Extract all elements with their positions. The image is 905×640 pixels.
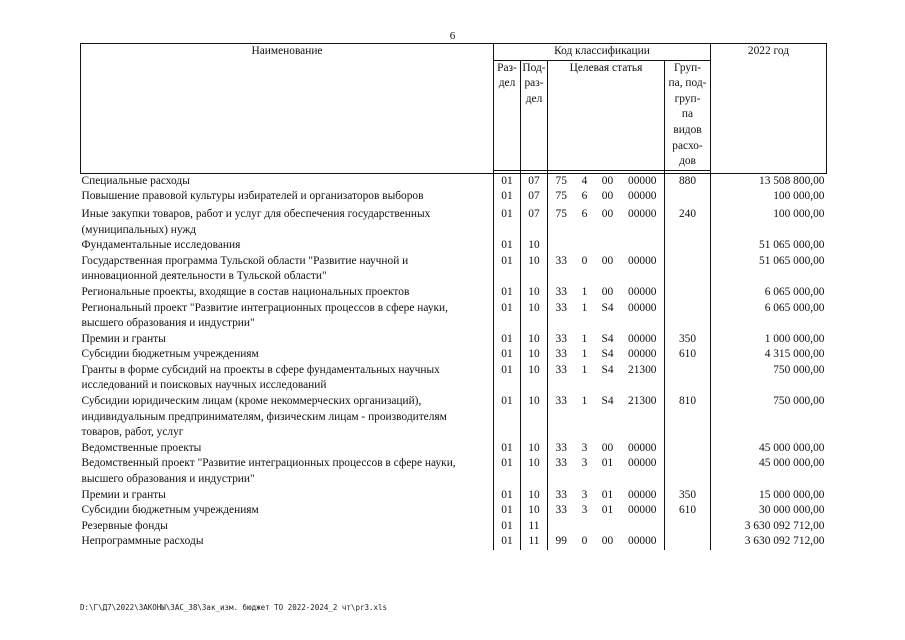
row-target-program: 33 bbox=[548, 285, 575, 301]
row-name: Региональные проекты, входящие в состав национальных проектов bbox=[81, 285, 410, 298]
row-target-event: 00 bbox=[601, 190, 614, 203]
row-amount: 1 000 000,00 bbox=[711, 332, 827, 348]
row-target-direction: 00000 bbox=[628, 488, 657, 501]
row-target-direction bbox=[621, 519, 665, 535]
row-razdel: 01 bbox=[494, 301, 521, 332]
row-target-subprogram: 1 bbox=[581, 363, 588, 376]
row-vid bbox=[665, 301, 711, 332]
header-tselevaya: Целевая статья bbox=[548, 60, 665, 170]
row-podrazdel: 10 bbox=[521, 332, 548, 348]
footer-file-path: D:\Г\Д7\2022\ЗАКОНЫ\ЗАС_38\Зак_изм. бюджет ТО 2022-2024_2 чт\pr3.xls bbox=[80, 603, 388, 612]
row-target-program bbox=[548, 519, 575, 535]
row-target-subprogram: 3 bbox=[581, 488, 588, 501]
row-target-subprogram: 3 bbox=[581, 441, 588, 454]
row-target-program: 33 bbox=[548, 301, 575, 332]
row-target-direction bbox=[621, 238, 665, 254]
row-target-event bbox=[595, 519, 621, 535]
row-podrazdel: 10 bbox=[521, 488, 548, 504]
row-target-program: 33 bbox=[548, 503, 575, 519]
row-name: Резервные фонды bbox=[81, 519, 168, 532]
row-vid bbox=[665, 534, 711, 550]
row-name: Ведомственный проект "Развитие интеграционных процессов в сфере науки, высшего образования и индустрии" bbox=[81, 457, 456, 486]
row-vid: 810 bbox=[665, 394, 711, 441]
row-amount: 3 630 092 712,00 bbox=[711, 534, 827, 550]
row-razdel: 01 bbox=[494, 285, 521, 301]
row-target-direction: 00000 bbox=[628, 190, 657, 203]
row-name: Ведомственные проекты bbox=[81, 441, 202, 454]
row-amount: 4 315 000,00 bbox=[711, 347, 827, 363]
row-amount: 51 065 000,00 bbox=[711, 254, 827, 285]
table-row bbox=[81, 441, 827, 457]
row-razdel: 01 bbox=[494, 519, 521, 535]
row-podrazdel: 10 bbox=[521, 301, 548, 332]
row-podrazdel: 10 bbox=[521, 394, 548, 441]
row-razdel: 01 bbox=[494, 503, 521, 519]
row-target-event: 00 bbox=[601, 174, 614, 187]
row-target-subprogram: 1 bbox=[581, 301, 588, 314]
row-amount: 750 000,00 bbox=[711, 394, 827, 441]
row-target-program: 33 bbox=[548, 488, 575, 504]
row-target-program: 33 bbox=[548, 441, 575, 457]
row-vid bbox=[665, 189, 711, 205]
row-name: Субсидии бюджетным учреждениям bbox=[81, 348, 259, 361]
row-name: Специальные расходы bbox=[81, 174, 190, 187]
row-razdel: 01 bbox=[494, 332, 521, 348]
row-target-subprogram: 3 bbox=[581, 457, 588, 470]
row-podrazdel: 10 bbox=[521, 285, 548, 301]
row-target-subprogram: 1 bbox=[581, 395, 588, 408]
row-target-event: S4 bbox=[601, 301, 614, 314]
row-amount: 51 065 000,00 bbox=[711, 238, 827, 254]
row-vid: 880 bbox=[665, 173, 711, 189]
row-podrazdel: 07 bbox=[521, 173, 548, 189]
table-row bbox=[81, 534, 827, 550]
row-vid: 240 bbox=[665, 205, 711, 238]
row-target-subprogram: 4 bbox=[581, 174, 588, 187]
header-vid: Груп- па, под- груп- па видов расхо- дов bbox=[665, 60, 711, 170]
row-target-direction: 00000 bbox=[628, 457, 657, 470]
row-target-subprogram: 6 bbox=[581, 190, 588, 203]
row-amount: 45 000 000,00 bbox=[711, 441, 827, 457]
row-target-event: S4 bbox=[601, 348, 614, 361]
row-razdel: 01 bbox=[494, 189, 521, 205]
row-amount: 13 508 800,00 bbox=[711, 173, 827, 189]
row-target-subprogram: 3 bbox=[581, 504, 588, 517]
row-target-direction: 00000 bbox=[628, 348, 657, 361]
row-target-event: 01 bbox=[601, 488, 614, 501]
header-code-group: Код классификации bbox=[494, 44, 711, 61]
row-target-event: 00 bbox=[601, 535, 614, 548]
row-amount: 15 000 000,00 bbox=[711, 488, 827, 504]
row-podrazdel: 10 bbox=[521, 254, 548, 285]
row-razdel: 01 bbox=[494, 441, 521, 457]
row-podrazdel: 10 bbox=[521, 238, 548, 254]
row-podrazdel: 07 bbox=[521, 205, 548, 238]
row-target-event: S4 bbox=[601, 363, 614, 376]
row-podrazdel: 11 bbox=[521, 519, 548, 535]
row-target-direction: 21300 bbox=[628, 395, 657, 408]
table-row bbox=[81, 363, 827, 394]
row-target-direction: 00000 bbox=[628, 332, 657, 345]
header-razdel: Раз- дел bbox=[494, 60, 521, 170]
row-vid bbox=[665, 363, 711, 394]
header-year: 2022 год bbox=[711, 44, 827, 174]
row-target-program bbox=[548, 238, 575, 254]
row-name: Гранты в форме субсидий на проекты в сфере фундаментальных научных исследований и поисковых научных исследований bbox=[81, 363, 440, 392]
row-target-event: 00 bbox=[601, 207, 614, 220]
row-target-direction: 00000 bbox=[628, 285, 657, 298]
table-body bbox=[81, 173, 827, 550]
row-podrazdel: 10 bbox=[521, 503, 548, 519]
row-name: Государственная программа Тульской области "Развитие научной и инновационной деятельности в Тульской области" bbox=[81, 254, 409, 283]
row-razdel: 01 bbox=[494, 488, 521, 504]
row-vid bbox=[665, 238, 711, 254]
row-target-subprogram bbox=[575, 519, 595, 535]
table-row bbox=[81, 254, 827, 285]
row-amount: 100 000,00 bbox=[711, 205, 827, 238]
header-name: Наименование bbox=[81, 44, 494, 174]
row-target-event: 00 bbox=[601, 254, 614, 267]
row-target-event: 01 bbox=[601, 457, 614, 470]
row-name: Иные закупки товаров, работ и услуг для обеспечения государственных (муниципальных) нужд bbox=[81, 207, 431, 236]
row-target-direction: 00000 bbox=[628, 174, 657, 187]
row-razdel: 01 bbox=[494, 394, 521, 441]
table-row bbox=[81, 347, 827, 363]
row-razdel: 01 bbox=[494, 363, 521, 394]
row-vid bbox=[665, 519, 711, 535]
row-amount: 100 000,00 bbox=[711, 189, 827, 205]
row-name: Субсидии бюджетным учреждениям bbox=[81, 504, 259, 517]
row-amount: 3 630 092 712,00 bbox=[711, 519, 827, 535]
row-target-direction: 00000 bbox=[628, 441, 657, 454]
row-name: Субсидии юридическим лицам (кроме некоммерческих организаций), индивидуальным предпринимателям, физическим лицам - производителям товаров, работ, услуг bbox=[81, 395, 447, 439]
row-name: Премии и гранты bbox=[81, 488, 166, 501]
row-name: Фундаментальные исследования bbox=[81, 239, 241, 252]
row-amount: 6 065 000,00 bbox=[711, 285, 827, 301]
row-vid: 350 bbox=[665, 332, 711, 348]
table-row bbox=[81, 394, 827, 441]
table-row bbox=[81, 519, 827, 535]
row-podrazdel: 10 bbox=[521, 441, 548, 457]
table-row bbox=[81, 173, 827, 189]
row-name: Региональный проект "Развитие интеграционных процессов в сфере науки, высшего образования и индустрии" bbox=[81, 301, 448, 330]
row-podrazdel: 10 bbox=[521, 363, 548, 394]
row-razdel: 01 bbox=[494, 205, 521, 238]
row-vid: 350 bbox=[665, 488, 711, 504]
row-podrazdel: 07 bbox=[521, 189, 548, 205]
row-target-direction: 21300 bbox=[628, 363, 657, 376]
table-row bbox=[81, 301, 827, 332]
table-header bbox=[81, 44, 827, 174]
header-podrazdel: Под- раз- дел bbox=[521, 60, 548, 170]
table-row bbox=[81, 332, 827, 348]
row-razdel: 01 bbox=[494, 254, 521, 285]
row-razdel: 01 bbox=[494, 347, 521, 363]
row-target-subprogram: 1 bbox=[581, 332, 588, 345]
row-vid bbox=[665, 254, 711, 285]
row-target-program: 33 bbox=[548, 254, 575, 285]
row-podrazdel: 11 bbox=[521, 534, 548, 550]
table-row bbox=[81, 503, 827, 519]
row-target-direction: 00000 bbox=[628, 504, 657, 517]
row-target-event: S4 bbox=[601, 332, 614, 345]
table-row bbox=[81, 189, 827, 205]
row-target-direction: 00000 bbox=[628, 301, 657, 314]
row-vid: 610 bbox=[665, 347, 711, 363]
row-vid bbox=[665, 285, 711, 301]
row-target-event: 00 bbox=[601, 441, 614, 454]
row-name: Повышение правовой культуры избирателей и организаторов выборов bbox=[81, 190, 424, 203]
row-razdel: 01 bbox=[494, 534, 521, 550]
row-target-direction: 00000 bbox=[628, 535, 657, 548]
row-target-subprogram: 0 bbox=[581, 535, 588, 548]
row-target-program: 33 bbox=[548, 456, 575, 487]
row-target-subprogram: 1 bbox=[581, 285, 588, 298]
row-target-program: 33 bbox=[548, 363, 575, 394]
row-amount: 30 000 000,00 bbox=[711, 503, 827, 519]
row-name: Непрограммные расходы bbox=[81, 535, 204, 548]
row-target-subprogram: 0 bbox=[581, 254, 588, 267]
row-vid bbox=[665, 441, 711, 457]
row-target-program: 75 bbox=[548, 205, 575, 238]
row-target-event: 01 bbox=[601, 504, 614, 517]
table-row bbox=[81, 238, 827, 254]
table-row bbox=[81, 205, 827, 238]
page-number: 6 bbox=[449, 30, 456, 42]
row-target-program: 33 bbox=[548, 347, 575, 363]
row-podrazdel: 10 bbox=[521, 347, 548, 363]
row-target-program: 33 bbox=[548, 332, 575, 348]
row-target-program: 75 bbox=[548, 189, 575, 205]
row-target-program: 33 bbox=[548, 394, 575, 441]
row-target-subprogram bbox=[575, 238, 595, 254]
row-amount: 750 000,00 bbox=[711, 363, 827, 394]
row-amount: 45 000 000,00 bbox=[711, 456, 827, 487]
table-row bbox=[81, 285, 827, 301]
budget-table bbox=[80, 43, 827, 550]
row-target-event: S4 bbox=[601, 395, 614, 408]
row-razdel: 01 bbox=[494, 238, 521, 254]
row-target-direction: 00000 bbox=[628, 254, 657, 267]
row-target-event: 00 bbox=[601, 285, 614, 298]
row-target-subprogram: 6 bbox=[581, 207, 588, 220]
table-row bbox=[81, 488, 827, 504]
row-razdel: 01 bbox=[494, 456, 521, 487]
row-name: Премии и гранты bbox=[81, 332, 166, 345]
row-amount: 6 065 000,00 bbox=[711, 301, 827, 332]
row-vid: 610 bbox=[665, 503, 711, 519]
table-row bbox=[81, 456, 827, 487]
row-razdel: 01 bbox=[494, 173, 521, 189]
row-vid bbox=[665, 456, 711, 487]
row-target-event bbox=[595, 238, 621, 254]
row-podrazdel: 10 bbox=[521, 456, 548, 487]
row-target-program: 99 bbox=[548, 534, 575, 550]
row-target-direction: 00000 bbox=[628, 207, 657, 220]
row-target-subprogram: 1 bbox=[581, 348, 588, 361]
row-target-program: 75 bbox=[548, 173, 575, 189]
